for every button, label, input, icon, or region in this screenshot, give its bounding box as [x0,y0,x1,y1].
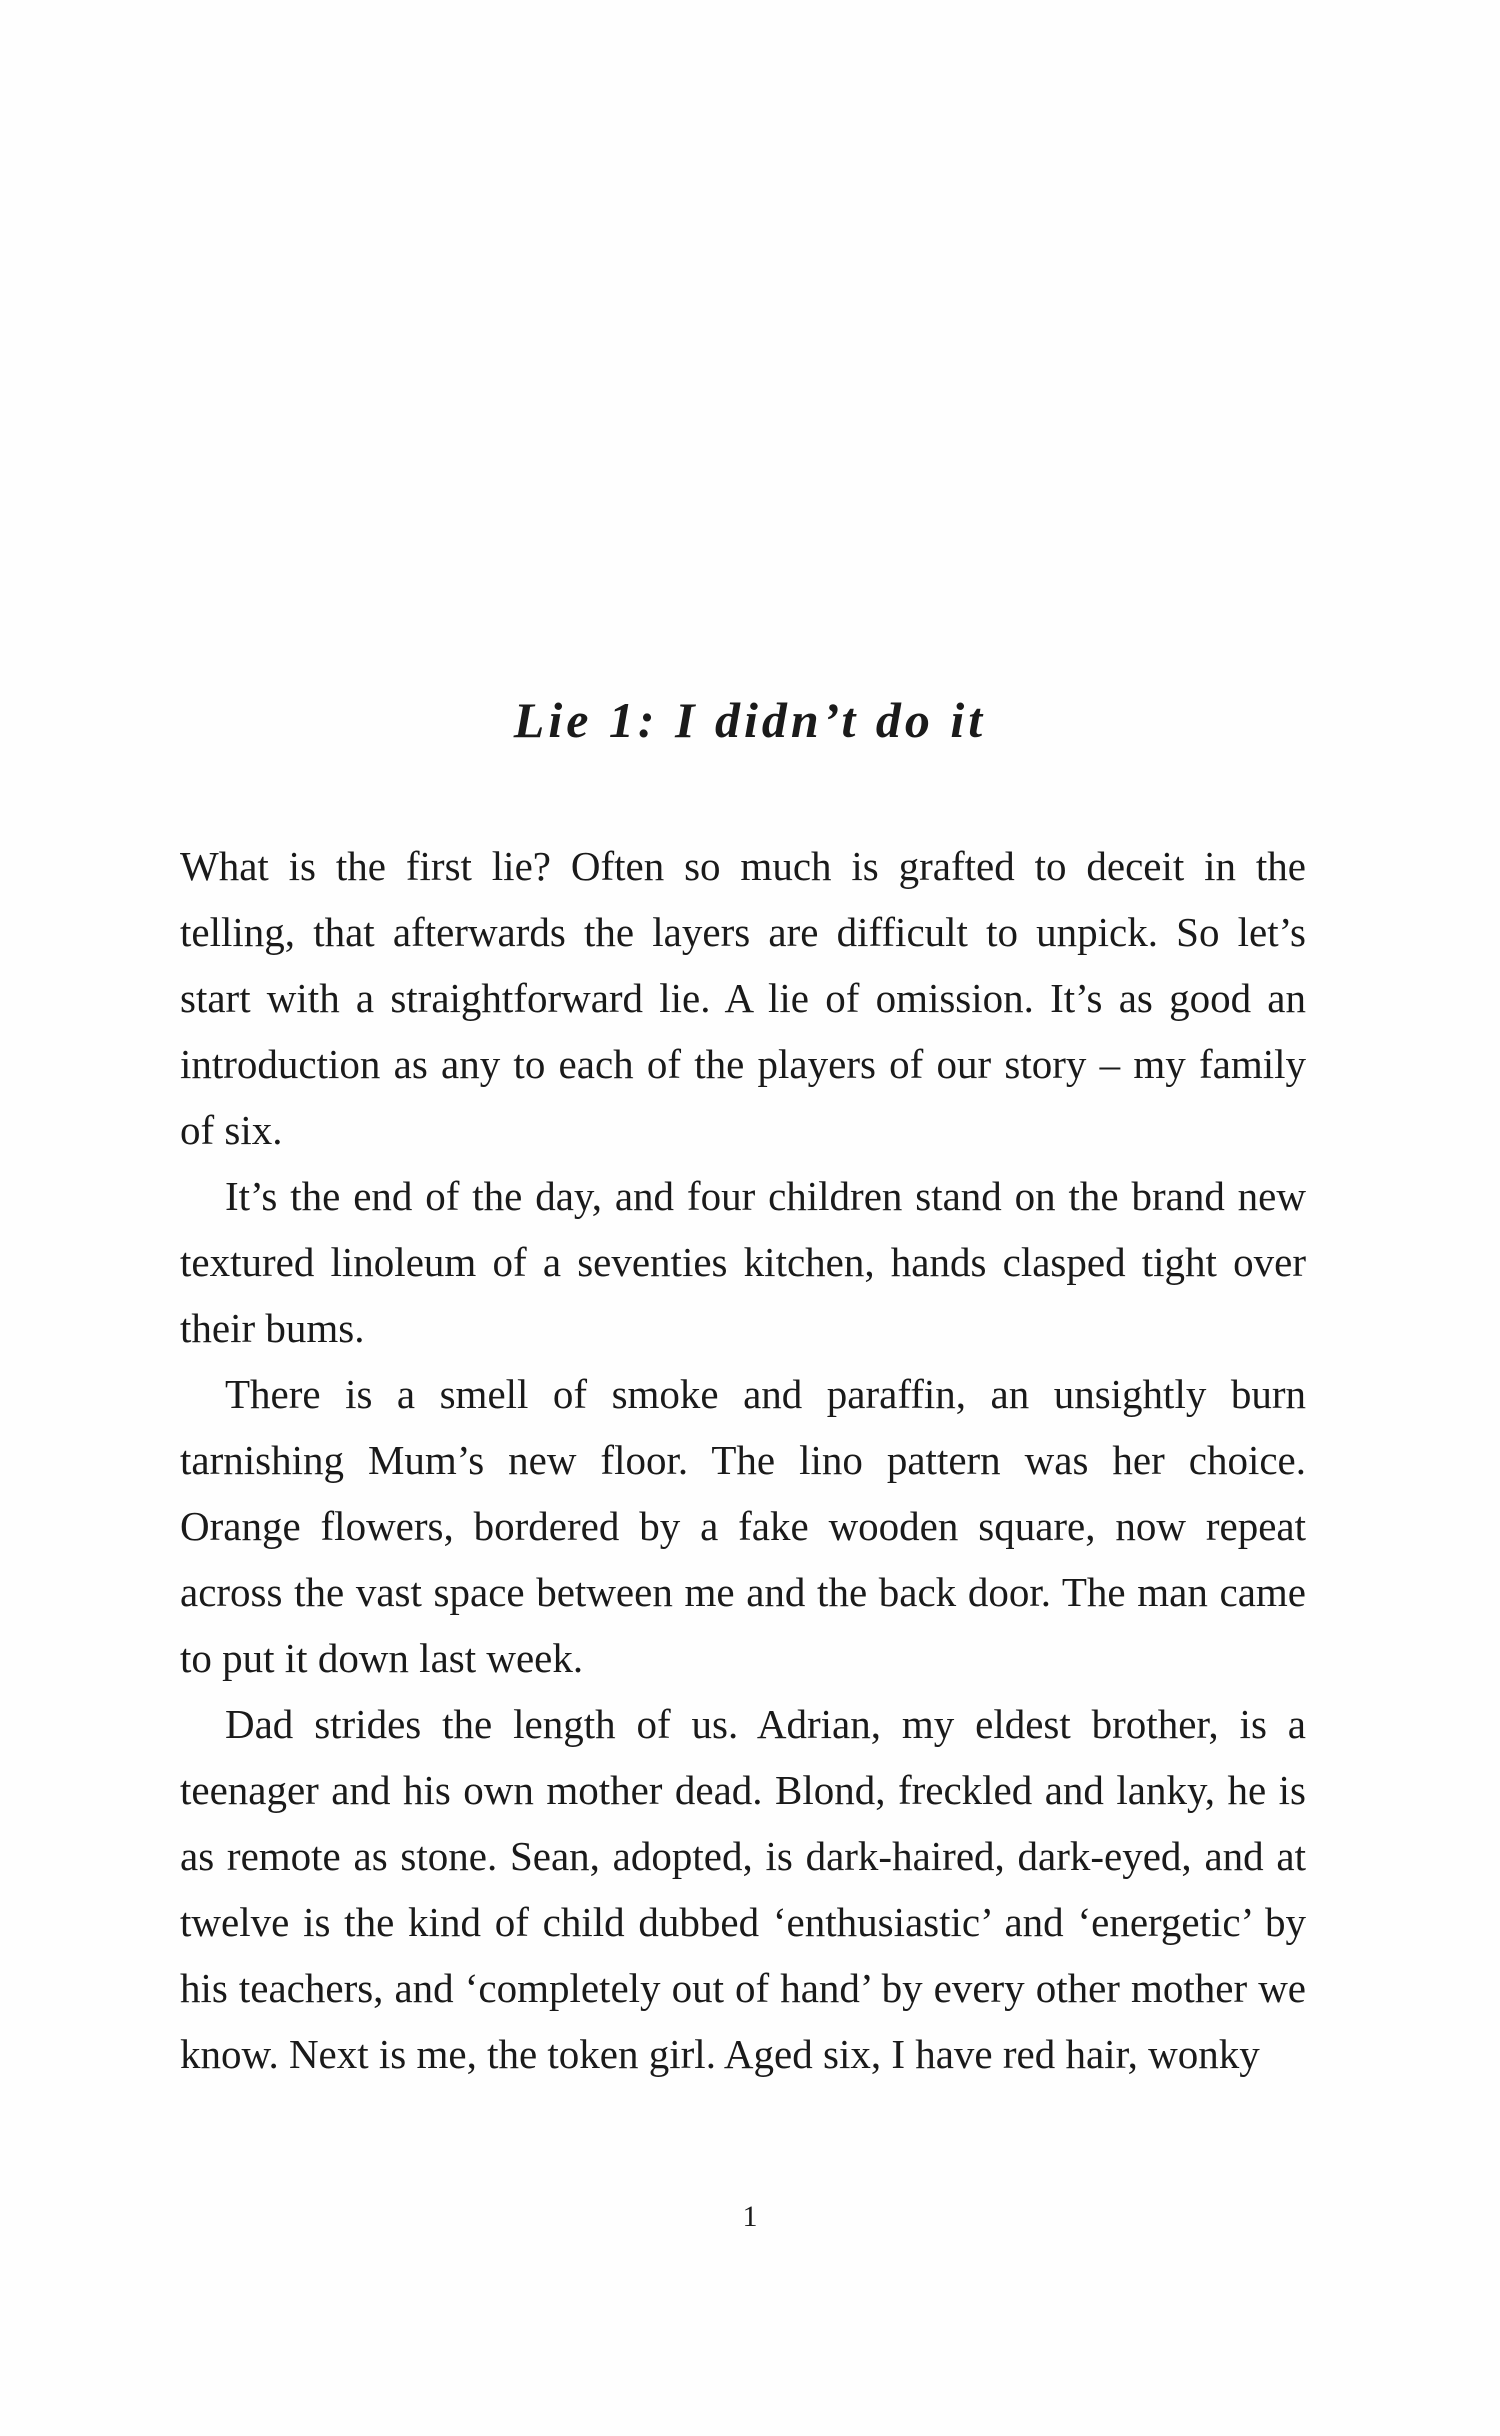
paragraph: There is a smell of smoke and paraffin, an unsightly burn tarnishing Mum’s new floor. The lino pattern was her choice. Orange flowers, bordered by a fake wooden square, now repeat across the vast space between me and the back door. The man came to put it down last week. [180,1371,1306,1681]
paragraph: What is the first lie? Often so much is grafted to deceit in the telling, that afterwards the layers are difficult to unpick. So let’s start with a straightforward lie. A lie of omission. It’s as good an introduction as any to each of the players of our story – my family of six. [180,843,1306,1153]
page-number: 1 [742,2200,758,2233]
chapter-title: Lie 1: I didn’t do it [513,692,987,748]
paragraph: It’s the end of the day, and four children stand on the brand new textured linoleum of a seventies kitchen, hands clasped tight over their bums. [180,1173,1306,1351]
body-text [180,833,1306,2087]
paragraph: Dad strides the length of us. Adrian, my eldest brother, is a teenager and his own mother dead. Blond, freckled and lanky, he is as remote as stone. Sean, adopted, is dark-haired, dark-eyed, and at twelve is the kind of child dubbed ‘enthusiastic’ and ‘energetic’ by his teachers, and ‘completely out of hand’ by every other mother we know. Next is me, the token girl. Aged six, I have red hair, wonky [180,1701,1306,2077]
